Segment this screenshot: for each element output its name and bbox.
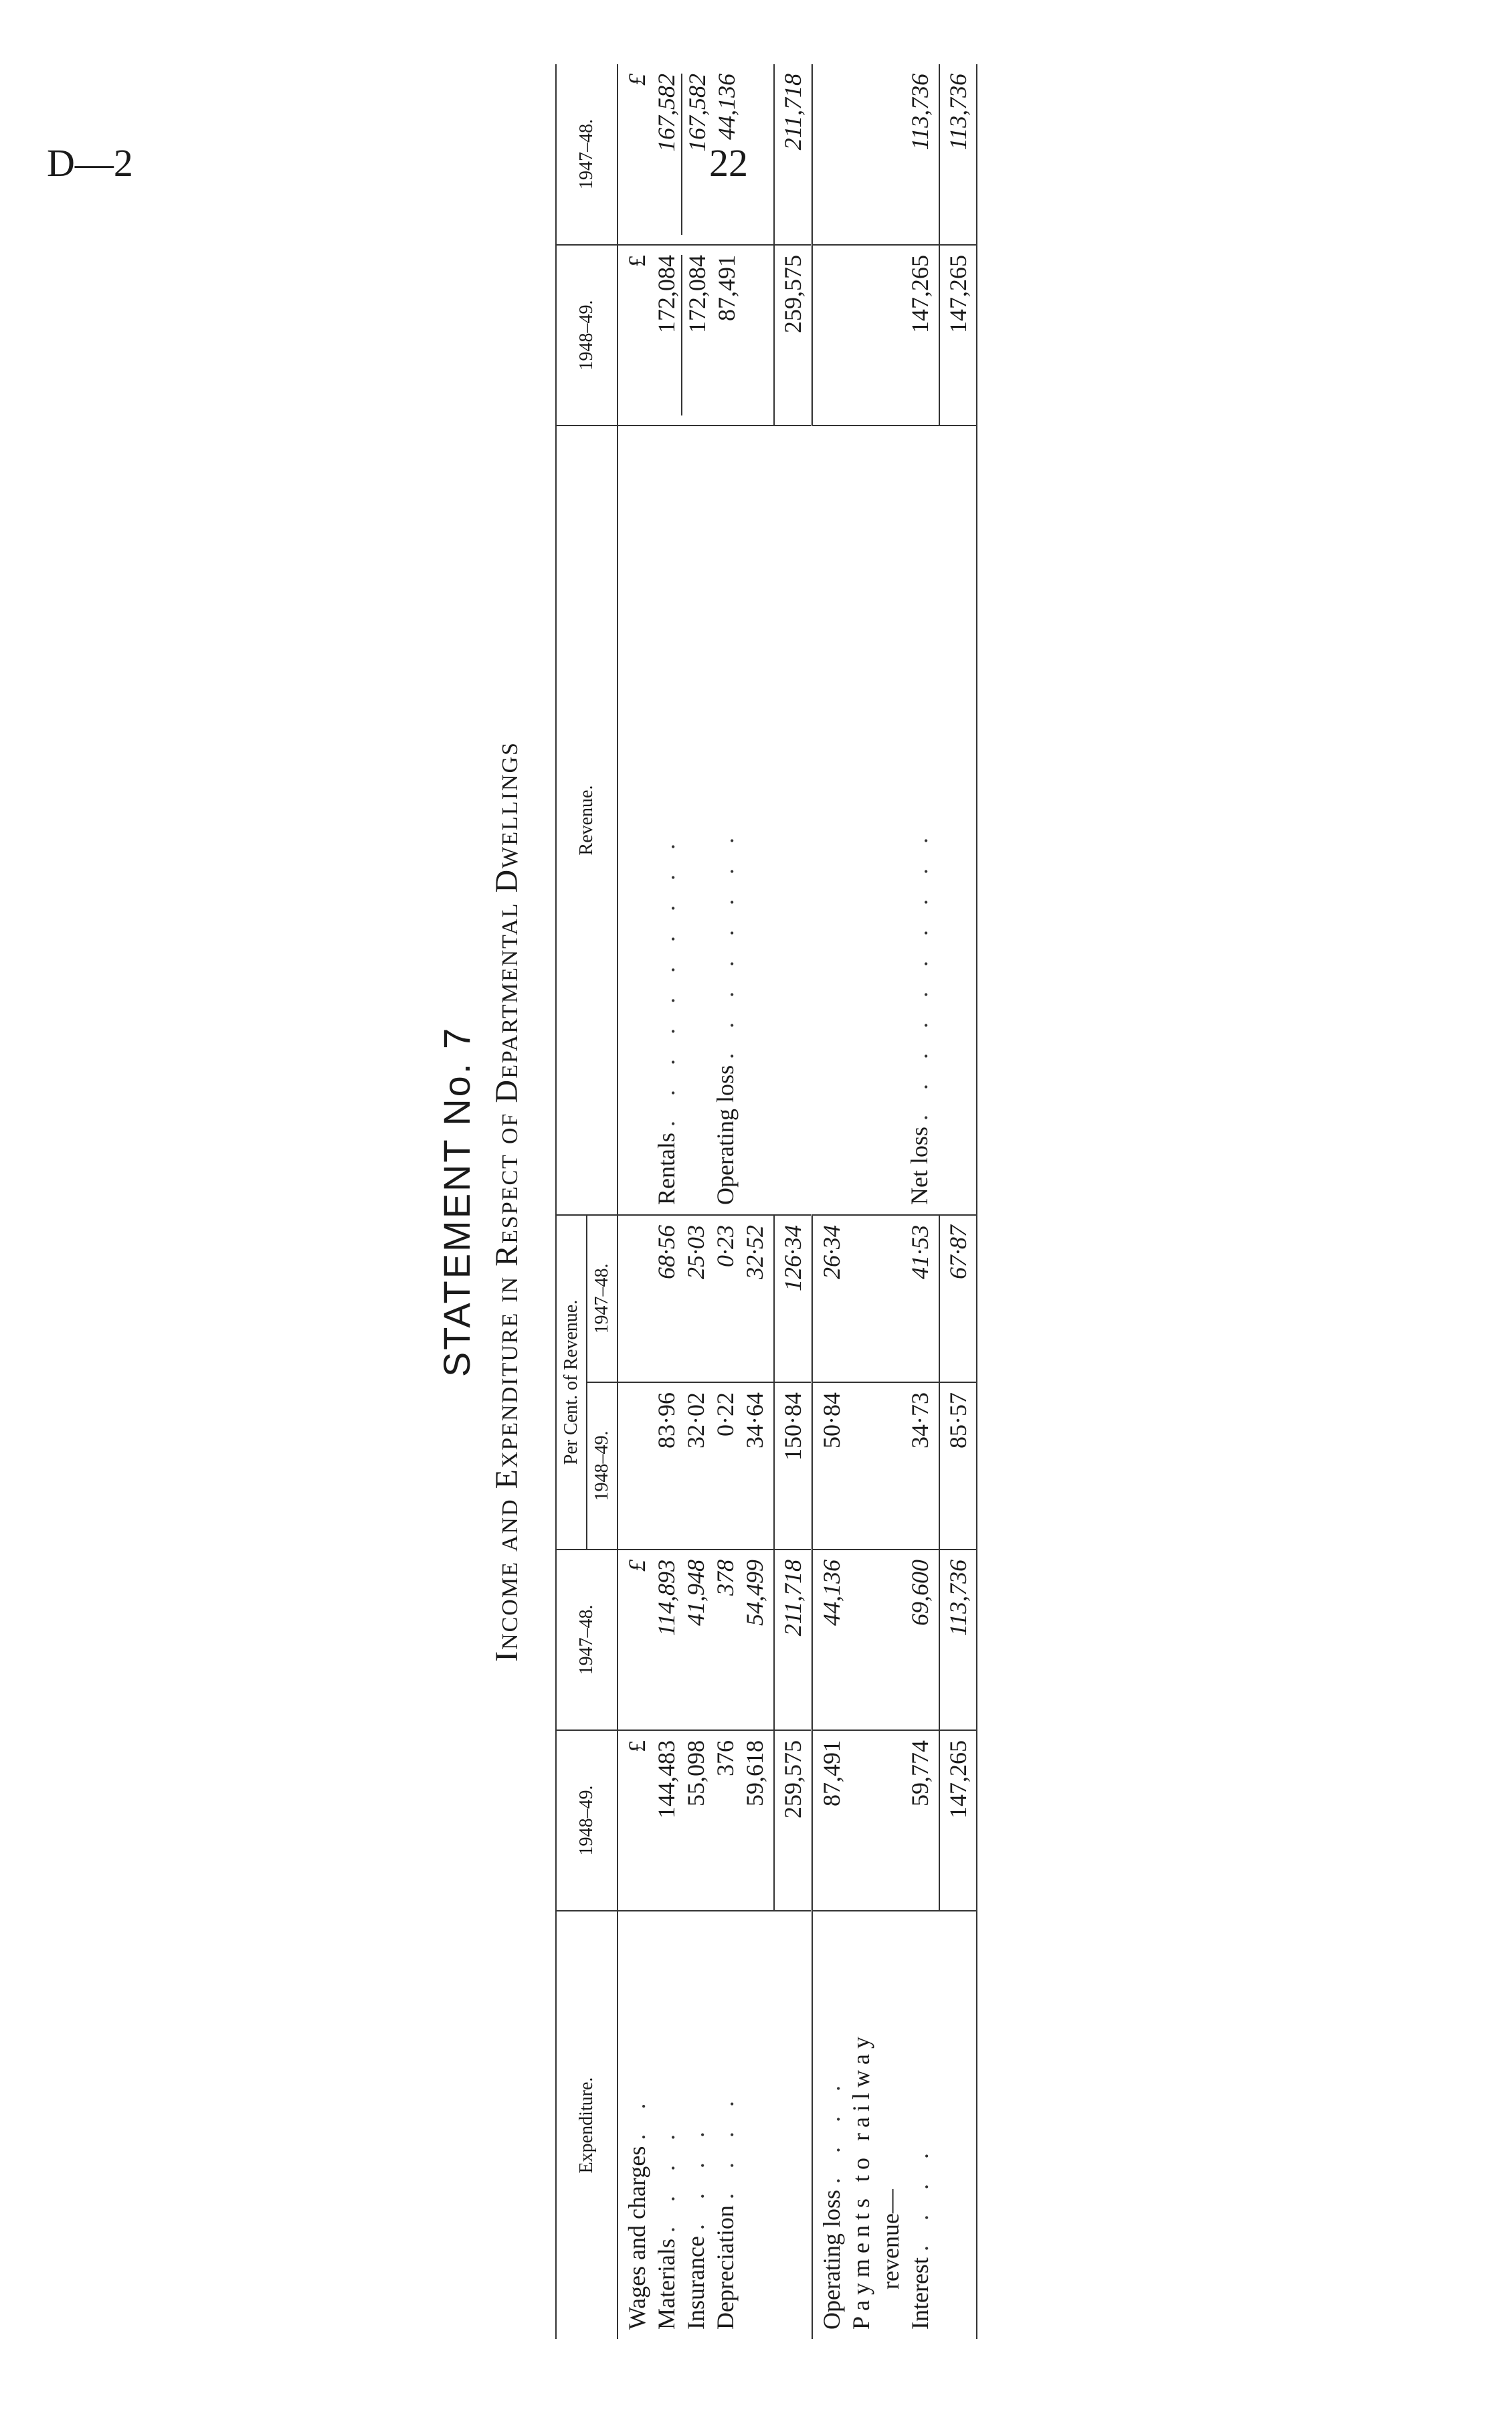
value-interest-1947-48: 69,600 (907, 1560, 933, 1626)
pc-materials-1948-49: 32·02 (682, 1392, 709, 1448)
pound-sign: £ (624, 1560, 650, 1572)
header-exp-1948-49: 1948–49. (556, 1730, 618, 1911)
header-pc-1948-49: 1948–49. (587, 1382, 618, 1550)
header-revenue: Revenue. (556, 426, 618, 1215)
pc-wages-1948-49: 83·96 (653, 1392, 680, 1448)
value-insurance-1948-49: 376 (712, 1740, 739, 1776)
pc-total-1948-49: 85·57 (939, 1382, 977, 1550)
leader-dots: . . . . (906, 2144, 933, 2252)
pc-interest-1948-49: 34·73 (907, 1392, 933, 1448)
pc-total-1947-48: 67·87 (939, 1215, 977, 1382)
table-row (812, 64, 940, 2339)
pc-materials-1947-48: 25·03 (682, 1225, 709, 1279)
value-insurance-1947-48: 378 (712, 1560, 739, 1596)
label-insurance: Insurance (682, 2236, 709, 2330)
value-rev-operating-loss-1947-48: 44,136 (713, 74, 740, 140)
table-row-total (939, 64, 977, 2339)
value-rentals-repeat-1947-48: 167,582 (681, 74, 712, 235)
pc-insurance-1948-49: 0·22 (712, 1392, 739, 1436)
rev-lower-1947-48 (812, 64, 940, 245)
table-row-subtotal (774, 64, 812, 2339)
header-rev-1948-49: 1948–49. (556, 245, 618, 426)
revenue-lower-labels (812, 426, 940, 1215)
leader-dots: . . . . . . . . (712, 828, 739, 1060)
rev-total-1947-48: 113,736 (939, 64, 977, 245)
header-pc-1947-48: 1947–48. (587, 1215, 618, 1382)
header-exp-1947-48: 1947–48. (556, 1550, 618, 1730)
statement-subtitle: Income and Expenditure in Respect of Departmental Dwellings (489, 741, 525, 1662)
value-rentals-repeat-1948-49: 172,084 (681, 255, 712, 415)
label-net-loss: Net loss (905, 1127, 933, 1205)
value-wages-1948-49: 144,483 (653, 1740, 680, 1818)
leader-dots: . . . . (653, 2125, 680, 2233)
page-reference: D—2 (47, 141, 133, 185)
exp-lower-1948-49 (812, 1730, 940, 1911)
pc-depreciation-1948-49: 34·64 (741, 1392, 768, 1448)
statement-title: STATEMENT No. 7 (436, 1026, 478, 1378)
header-per-cent: Per Cent. of Revenue. (556, 1215, 587, 1550)
value-wages-1947-48: 114,893 (653, 1560, 680, 1637)
label-exp-operating-loss: Operating loss (818, 2190, 845, 2330)
exp-total-1947-48: 113,736 (939, 1550, 977, 1730)
pc-exp-operating-loss-1948-49: 50·84 (818, 1392, 845, 1448)
value-rentals-1947-48: 167,582 (653, 74, 680, 152)
exp-subtotal-1947-48: 211,718 (774, 1550, 812, 1730)
value-depreciation-1947-48: 54,499 (741, 1560, 768, 1626)
label-rentals: Rentals (653, 1133, 680, 1205)
leader-dots: . . . . (682, 2122, 709, 2231)
leader-dots: . . (624, 2093, 650, 2140)
pound-sign: £ (624, 255, 650, 267)
pc-wages-1947-48: 68·56 (653, 1225, 680, 1279)
value-interest-1948-49: 59,774 (907, 1740, 933, 1806)
rev-1947-48-values (618, 64, 774, 245)
label-rev-operating-loss: Operating loss (712, 1065, 739, 1205)
exp-lower-1947-48 (812, 1550, 940, 1730)
value-materials-1947-48: 41,948 (682, 1560, 709, 1626)
pc-1947-48-values (618, 1215, 774, 1382)
rotated-statement (428, 64, 1177, 2339)
leader-dots: . . . . . . . . . . (905, 828, 933, 1121)
exp-subtotal-1948-49: 259,575 (774, 1730, 812, 1911)
pc-exp-operating-loss-1947-48: 26·34 (818, 1225, 845, 1279)
value-net-loss-1948-49: 147,265 (907, 255, 933, 333)
leader-dots: . . . . (818, 2076, 845, 2184)
label-payments: Payments to railway (847, 2031, 874, 2330)
label-payments-revenue: revenue— (876, 2189, 904, 2289)
label-interest: Interest (906, 2257, 933, 2330)
page-number: 22 (709, 141, 748, 185)
value-exp-operating-loss-1947-48: 44,136 (818, 1560, 845, 1626)
header-expenditure: Expenditure. (556, 1911, 618, 2339)
exp-1947-48-values (618, 1550, 774, 1730)
leader-dots: . . . . . . . . . . (653, 834, 680, 1127)
rev-subtotal-1947-48: 211,718 (774, 64, 812, 245)
revenue-labels (618, 426, 774, 1215)
header-rev-1947-48: 1947–48. (556, 64, 618, 245)
label-wages: Wages and charges (624, 2146, 650, 2330)
rev-1948-49-values (618, 245, 774, 426)
rev-total-1948-49: 147,265 (939, 245, 977, 426)
rev-subtotal-1948-49: 259,575 (774, 245, 812, 426)
pc-lower-1947-48 (812, 1215, 940, 1382)
value-rentals-1948-49: 172,084 (653, 255, 680, 333)
value-net-loss-1947-48: 113,736 (907, 74, 933, 151)
pound-sign: £ (624, 1740, 650, 1752)
value-depreciation-1948-49: 59,618 (741, 1740, 768, 1806)
expenditure-lower-labels (812, 1911, 940, 2339)
pc-insurance-1947-48: 0·23 (712, 1225, 739, 1267)
expenditure-labels (618, 1911, 774, 2339)
table-row (618, 64, 774, 2339)
leader-dots: . . . . (712, 2091, 739, 2200)
income-expenditure-table (555, 64, 977, 2339)
value-rev-operating-loss-1948-49: 87,491 (713, 255, 740, 321)
label-materials: Materials (653, 2239, 680, 2330)
pc-depreciation-1947-48: 32·52 (741, 1225, 768, 1279)
pc-1948-49-values (618, 1382, 774, 1550)
pound-sign: £ (624, 74, 650, 86)
value-exp-operating-loss-1948-49: 87,491 (818, 1740, 845, 1806)
pc-subtotal-1947-48: 126·34 (774, 1215, 812, 1382)
pc-subtotal-1948-49: 150·84 (774, 1382, 812, 1550)
value-materials-1948-49: 55,098 (682, 1740, 709, 1806)
exp-total-1948-49: 147,265 (939, 1730, 977, 1911)
rev-lower-1948-49 (812, 245, 940, 426)
exp-1948-49-values (618, 1730, 774, 1911)
pc-interest-1947-48: 41·53 (907, 1225, 933, 1279)
pc-lower-1948-49 (812, 1382, 940, 1550)
label-depreciation: Depreciation (712, 2205, 739, 2330)
